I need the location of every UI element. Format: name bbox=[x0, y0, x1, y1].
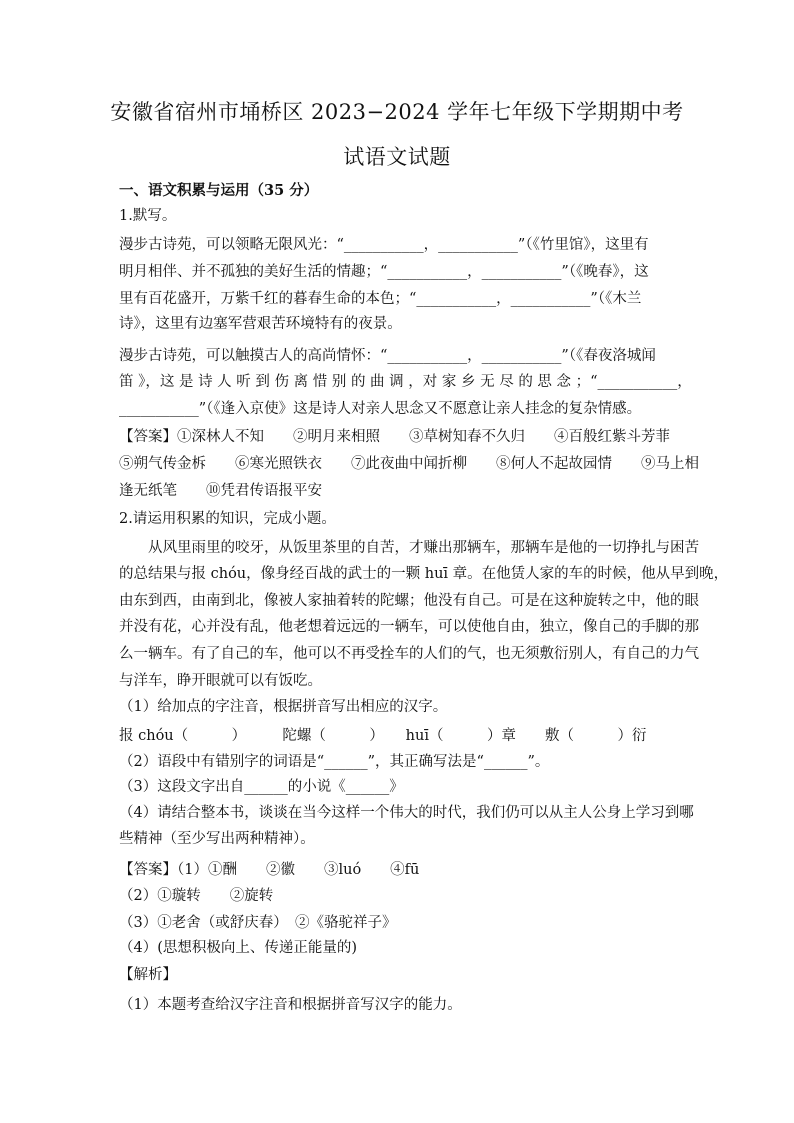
body-line: （3）①老舍（或舒庆春） ②《骆驼祥子》 bbox=[119, 915, 397, 931]
body-line: 笛 》，这 是 诗 人 听 到 伤 离 惜 别 的 曲 调 ，对 家 乡 无 尽 的 思 念 ；“___________， bbox=[119, 374, 692, 390]
body-line: 【答案】（1）①酬 ②徽 ③luó ④fū bbox=[119, 862, 420, 878]
body-line: 些精神（至少写出两种精神）。 bbox=[119, 831, 315, 847]
body-line: （1）本题考查给汉字注音和根据拼音写汉字的能力。 bbox=[119, 997, 462, 1013]
body-line: 一、语文积累与运用（35 分） bbox=[119, 182, 319, 199]
body-line: （2）语段中有错别字的词语是“______”，其正确写法是“______”。 bbox=[119, 754, 550, 770]
body-line: 逢无纸笔 ⑩凭君传语报平安 bbox=[119, 483, 322, 499]
body-line: 与洋车，睁开眼就可以有饭吃。 bbox=[119, 673, 322, 689]
body-line: 里有百花盛开，万紫千红的暮春生命的本色；“___________，___________”（《木兰 bbox=[119, 291, 642, 307]
body-line: 漫步古诗苑，可以领略无限风光：“___________，___________”（《竹里馆》，这里有 bbox=[119, 237, 649, 253]
body-line: 漫步古诗苑，可以触摸古人的高尚情怀：“___________，___________”（《春夜洛城闻 bbox=[119, 348, 656, 364]
body-line: （1）给加点的字注音，根据拼音写出相应的汉字。 bbox=[119, 699, 448, 715]
body-line: 【答案】①深林人不知 ②明月来相照 ③草树知春不久归 ④百般红紫斗芳菲 bbox=[119, 429, 670, 445]
body-line: 诗》，这里有边塞军营艰苦环境特有的夜景。 bbox=[119, 316, 402, 332]
body-line: 2.请运用积累的知识，完成小题。 bbox=[119, 511, 336, 527]
body-line: 的总结果与报 chóu，像身经百战的武士的一颗 huī 章。在他赁人家的车的时候，他从早到晚， bbox=[119, 566, 729, 582]
body-line: ⑤朔气传金柝 ⑥寒光照铁衣 ⑦此夜曲中闻折柳 ⑧何人不起故园情 ⑨马上相 bbox=[119, 456, 699, 472]
body-line: （4）(思想积极向上、传递正能量的) bbox=[119, 940, 358, 956]
body-line: 由东到西，由南到北，像被人家抽着转的陀螺；他没有自己。可是在这种旋转之中，他的眼 bbox=[119, 593, 699, 609]
body-line: （3）这段文字出自______的小说《______》 bbox=[119, 779, 404, 795]
body-line: ___________”（《逢入京使》这是诗人对亲人思念又不愿意让亲人挂念的复杂情感。 bbox=[119, 401, 642, 417]
body-line: （4）请结合整本书，谈谈在当今这样一个伟大的时代，我们仍可以从主人公身上学习到哪 bbox=[119, 805, 694, 821]
body-line: 从风里雨里的咬牙，从饭里茶里的自苦，才赚出那辆车，那辆车是他的一切挣扎与困苦 bbox=[119, 540, 699, 556]
body-line: 报 chóu（ ） 陀螺（ ） huī（ ）章 敷（ ）衍 bbox=[119, 728, 647, 744]
body-line: 并没有花，心并没有乱，他老想着远远的一辆车，可以使他自由，独立，像自己的手脚的那 bbox=[119, 619, 699, 635]
document-title-line-2: 试语文试题 bbox=[343, 145, 451, 169]
body-line: 明月相伴、并不孤独的美好生活的情趣；“___________，___________”（《晚春》，这 bbox=[119, 264, 649, 280]
body-line: （2）①璇转 ②旋转 bbox=[119, 888, 274, 904]
document-title-line-1: 安徽省宿州市埇桥区 2023−2024 学年七年级下学期期中考 bbox=[110, 100, 684, 124]
body-line: 1.默写。 bbox=[119, 208, 177, 224]
body-line: 么一辆车。有了自己的车，他可以不再受拴车的人们的气，也无须敷衍别人，有自己的力气 bbox=[119, 646, 699, 662]
body-line: 【解析】 bbox=[119, 967, 177, 983]
